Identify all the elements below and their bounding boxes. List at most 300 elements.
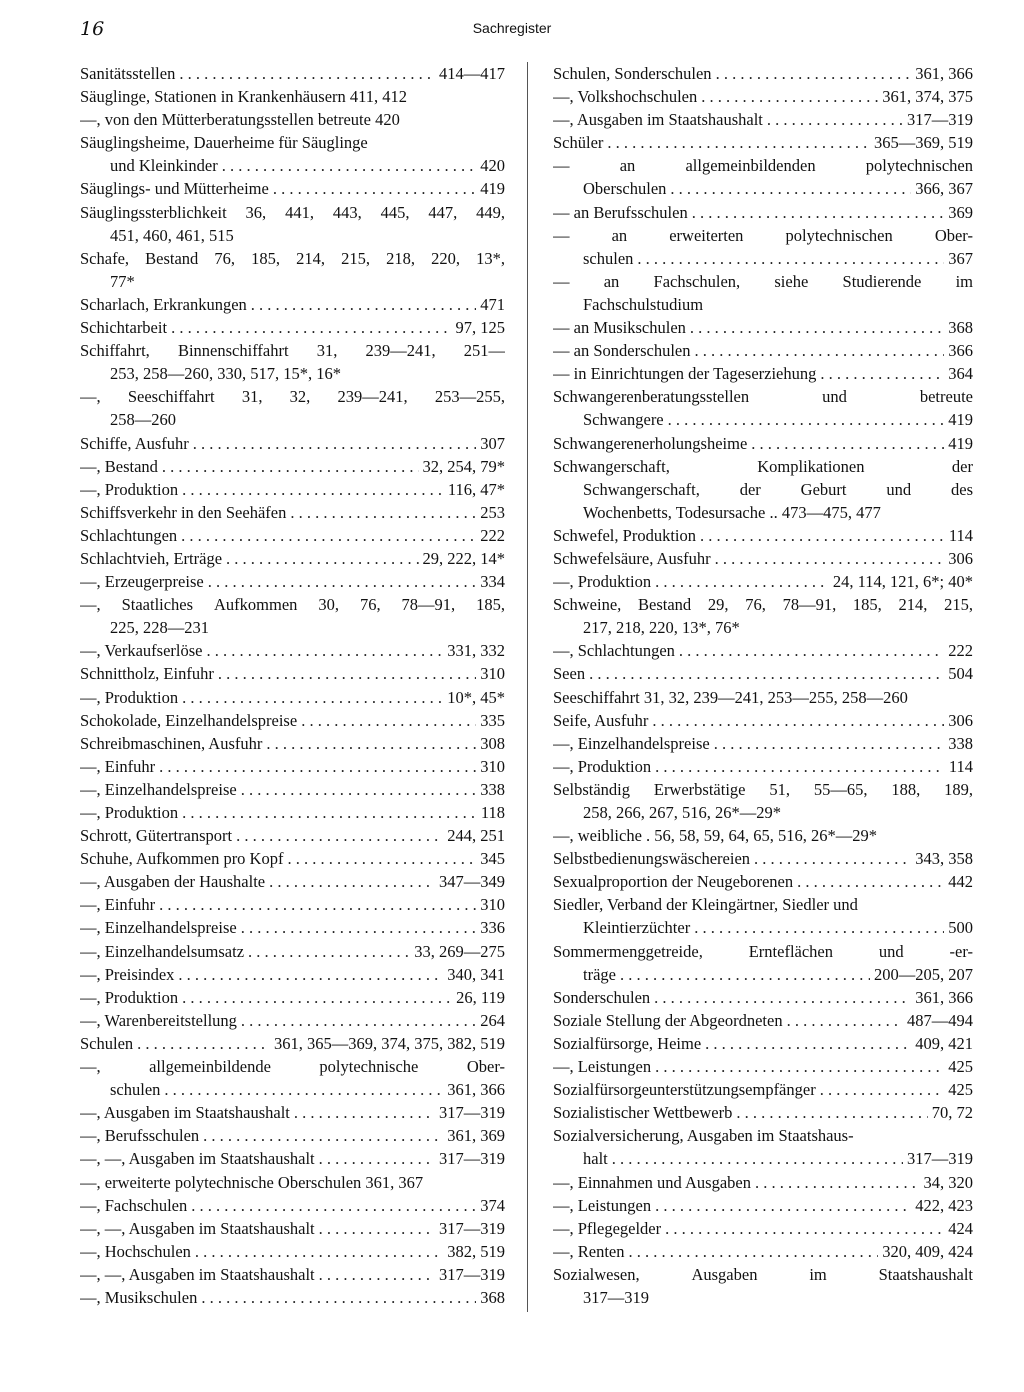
entry-pages: 244, 251: [447, 826, 505, 846]
dot-leader: [701, 85, 878, 108]
entry-term: Kleintierzüchter: [583, 918, 691, 938]
entry-term: —, Fachschulen: [80, 1195, 188, 1215]
index-entry: Siedler, Verband der Kleingärtner, Siedler und: [553, 895, 858, 915]
entry-pages: 374: [480, 1195, 505, 1215]
entry-word: 76,: [214, 248, 236, 268]
dot-leader: [820, 362, 944, 385]
index-entry: —, von den Mütterberatungsstellen betreute 420: [80, 110, 400, 130]
index-entry: [80, 1217, 505, 1240]
dot-leader: [637, 247, 944, 270]
entry-term: —, Produktion: [553, 572, 652, 592]
entry-pages: 364: [948, 364, 973, 384]
entry-word: —,: [80, 387, 101, 407]
dot-leader: [179, 62, 435, 85]
dot-leader: [251, 293, 476, 316]
index-entry: [553, 662, 973, 685]
index-entry: [80, 963, 505, 986]
entry-pages: 222: [948, 641, 973, 661]
index-entry: [553, 362, 973, 385]
dot-leader: [655, 1194, 911, 1217]
entry-term: Schreibmaschinen, Ausfuhr: [80, 733, 263, 753]
entry-word: 214,: [898, 595, 928, 615]
entry-pages: 368: [948, 318, 973, 338]
entry-pages: 365—369, 519: [874, 133, 973, 153]
dot-leader: [164, 1078, 443, 1101]
index-entry: [80, 524, 505, 547]
entry-word: 30,: [318, 595, 339, 615]
entry-term: —, Erzeugerpreise: [80, 572, 204, 592]
entry-word: —,: [80, 1057, 101, 1077]
entry-word: 31,: [316, 341, 338, 361]
entry-word: Sommermenggetreide,: [553, 941, 703, 961]
entry-term: Schlachtungen: [80, 525, 178, 545]
index-entry: [553, 963, 973, 986]
entry-word: Komplikationen: [757, 456, 865, 476]
dot-leader: [207, 639, 444, 662]
entry-word: siehe: [774, 271, 809, 291]
index-entry: [553, 1055, 973, 1078]
entry-word: Säuglingssterblichkeit: [80, 202, 227, 222]
entry-word: 36,: [245, 202, 267, 222]
dot-leader: [226, 547, 418, 570]
index-entry: [553, 1171, 973, 1194]
dot-leader: [767, 108, 903, 131]
entry-pages: 345: [480, 849, 505, 869]
entry-term: Seen: [553, 664, 586, 684]
dot-leader: [193, 432, 476, 455]
entry-word: 449,: [476, 202, 505, 222]
dot-leader: [178, 963, 443, 986]
entry-pages: 310: [480, 895, 505, 915]
index-entry: [80, 177, 505, 200]
index-entry: [80, 247, 505, 270]
entry-term: —, Bestand: [80, 456, 158, 476]
entry-term: Soziale Stellung der Abgeordneten: [553, 1010, 783, 1030]
entry-word: des: [951, 479, 973, 499]
index-entry: [80, 709, 505, 732]
index-entry: [80, 1124, 505, 1147]
index-entry: [80, 1009, 505, 1032]
entry-term: Schulen, Sonderschulen: [553, 64, 712, 83]
index-entry: [80, 778, 505, 801]
entry-term: —, Renten: [553, 1241, 625, 1261]
entry-word: polytechnischen: [785, 225, 893, 245]
entry-term: —, Leistungen: [553, 1195, 652, 1215]
dot-leader: [171, 316, 451, 339]
entry-word: 215,: [944, 595, 973, 615]
index-entry: Wochenbetts, Todesursache .. 473—475, 477: [583, 502, 881, 522]
entry-word: —: [553, 156, 570, 176]
entry-pages: 361, 366: [447, 1080, 505, 1100]
entry-term: Schüler: [553, 133, 604, 153]
entry-word: Ernteflächen: [748, 941, 833, 961]
entry-pages: 10*, 45*: [447, 687, 505, 707]
dot-leader: [679, 639, 944, 662]
index-entry: 317—319: [583, 1287, 649, 1307]
entry-term: —, Leistungen: [553, 1057, 652, 1077]
entry-pages: 361, 366: [915, 64, 973, 83]
index-entry: 258—260: [110, 410, 176, 430]
entry-word: —: [553, 271, 570, 291]
entry-word: betreute: [919, 387, 973, 407]
dot-leader: [797, 870, 944, 893]
dot-leader: [287, 847, 476, 870]
entry-word: 447,: [428, 202, 458, 222]
entry-pages: 368: [480, 1287, 505, 1307]
entry-pages: 317—319: [907, 1149, 973, 1169]
index-entry: [80, 1263, 505, 1286]
index-entry: 217, 218, 220, 13*, 76*: [583, 618, 740, 638]
entry-word: und: [886, 479, 912, 499]
entry-pages: 414—417: [439, 64, 505, 83]
dot-leader: [182, 686, 443, 709]
entry-pages: 338: [480, 779, 505, 799]
entry-pages: 334: [480, 572, 505, 592]
entry-word: 13*,: [476, 248, 505, 268]
index-entry: [553, 432, 973, 455]
index-entry: [80, 432, 505, 455]
dot-leader: [694, 916, 944, 939]
dot-leader: [694, 339, 944, 362]
entry-word: 185,: [251, 248, 281, 268]
dot-leader: [692, 201, 945, 224]
entry-word: der: [739, 479, 761, 499]
entry-word: an: [603, 271, 620, 291]
entry-term: —, Produktion: [80, 987, 179, 1007]
entry-pages: 264: [480, 1010, 505, 1030]
entry-word: -er-: [949, 941, 973, 961]
entry-word: Aufkommen: [214, 595, 298, 615]
index-entry: [553, 385, 973, 408]
index-entry: Fachschulstudium: [583, 294, 704, 314]
entry-term: Schiffe, Ausfuhr: [80, 433, 189, 453]
dot-leader: [290, 501, 476, 524]
entry-word: erweiterten: [669, 225, 744, 245]
index-entry: 253, 258—260, 330, 517, 15*, 16*: [110, 364, 341, 384]
entry-pages: 382, 519: [447, 1241, 505, 1261]
entry-word: Staatshaushalt: [878, 1264, 973, 1284]
entry-term: —, Warenbereitstellung: [80, 1010, 237, 1030]
entry-term: —, Preisindex: [80, 964, 175, 984]
entry-word: Erwerbstätige: [653, 779, 746, 799]
dot-leader: [222, 154, 477, 177]
entry-word: 32,: [289, 387, 311, 407]
entry-term: —, —, Ausgaben im Staatshaushalt: [80, 1149, 315, 1169]
entry-pages: 317—319: [907, 110, 973, 130]
dot-leader: [208, 570, 477, 593]
entry-word: Studierende: [842, 271, 922, 291]
index-entry: [80, 316, 505, 339]
entry-word: Schweine,: [553, 595, 622, 615]
index-entry: [553, 940, 973, 963]
entry-term: schulen: [110, 1080, 161, 1100]
entry-pages: 97, 125: [455, 318, 505, 338]
entry-pages: 369: [948, 202, 973, 222]
dot-leader: [269, 870, 435, 893]
entry-term: —, Ausgaben der Haushalte: [80, 872, 266, 892]
entry-word: —,: [80, 595, 101, 615]
index-entry: 225, 228—231: [110, 618, 209, 638]
index-entry: [553, 1263, 973, 1286]
dot-leader: [736, 1101, 927, 1124]
entry-word: 220,: [431, 248, 460, 268]
entry-pages: 70, 72: [931, 1103, 973, 1123]
index-entry: [80, 1194, 505, 1217]
index-entry: [553, 316, 973, 339]
entry-pages: 500: [948, 918, 973, 938]
entry-word: 78—91,: [401, 595, 456, 615]
index-entry: [553, 131, 973, 154]
index-entry: [80, 639, 505, 662]
entry-word: Staatliches: [121, 595, 194, 615]
index-entry: [80, 201, 505, 224]
entry-term: Schwefel, Produktion: [553, 525, 696, 545]
dot-leader: [266, 732, 476, 755]
entry-pages: 310: [480, 756, 505, 776]
entry-term: Schlachtvieh, Erträge: [80, 548, 223, 568]
entry-term: Sozialistischer Wettbewerb: [553, 1103, 733, 1123]
dot-leader: [241, 1009, 476, 1032]
dot-leader: [162, 455, 419, 478]
entry-word: Fachschulen,: [653, 271, 741, 291]
entry-word: 185,: [852, 595, 882, 615]
index-entry: [553, 1078, 973, 1101]
index-entry: [80, 1147, 505, 1170]
index-entry: [80, 570, 505, 593]
dot-leader: [820, 1078, 945, 1101]
entry-word: 441,: [285, 202, 314, 222]
entry-pages: 118: [480, 803, 505, 822]
index-entry: [553, 778, 973, 801]
entry-term: —, Einzelhandelsumsatz: [80, 941, 245, 961]
entry-pages: 361, 365—369, 374, 375, 382, 519: [274, 1033, 505, 1053]
entry-term: Schuhe, Aufkommen pro Kopf: [80, 849, 284, 869]
dot-leader: [620, 963, 870, 986]
entry-word: 188,: [891, 779, 921, 799]
index-entry: [80, 62, 505, 85]
entry-pages: 340, 341: [447, 964, 505, 984]
entry-pages: 308: [480, 733, 505, 753]
index-entry: [553, 1101, 973, 1124]
index-entry: [80, 478, 505, 501]
entry-term: —, Verkaufserlöse: [80, 641, 203, 661]
entry-pages: 347—349: [439, 872, 505, 892]
index-entry: [80, 732, 505, 755]
dot-leader: [241, 778, 477, 801]
entry-term: —, Ausgaben im Staatshaushalt: [80, 1103, 290, 1123]
dot-leader: [755, 1171, 920, 1194]
dot-leader: [137, 1032, 270, 1055]
index-entry: [80, 154, 505, 177]
dot-leader: [629, 1240, 879, 1263]
page-number: 16: [80, 18, 105, 40]
entry-term: —, Produktion: [80, 803, 179, 822]
index-entry: [553, 547, 973, 570]
index-entry: [80, 339, 505, 362]
index-entry: [553, 570, 973, 593]
entry-word: Sozialwesen,: [553, 1264, 640, 1284]
dot-leader: [159, 755, 476, 778]
entry-word: —: [553, 225, 570, 245]
entry-term: —, Einnahmen und Ausgaben: [553, 1172, 751, 1192]
dot-leader: [670, 177, 911, 200]
entry-pages: 335: [480, 710, 505, 730]
index-entry: Seeschiffahrt 31, 32, 239—241, 253—255, 258—260: [553, 687, 908, 707]
entry-word: 218,: [386, 248, 415, 268]
index-entry: [553, 639, 973, 662]
entry-pages: 424: [948, 1218, 973, 1238]
dot-leader: [248, 940, 410, 963]
dot-leader: [751, 432, 944, 455]
entry-term: träge: [583, 964, 616, 984]
dot-leader: [754, 847, 911, 870]
index-entry: [553, 247, 973, 270]
entry-word: 239—241,: [365, 341, 436, 361]
index-entry: [553, 1217, 973, 1240]
entry-term: Schnittholz, Einfuhr: [80, 664, 214, 684]
entry-pages: 26, 119: [456, 987, 505, 1007]
dot-leader: [182, 986, 452, 1009]
index-entry: [80, 547, 505, 570]
entry-term: —, Produktion: [553, 756, 652, 776]
entry-pages: 425: [948, 1057, 973, 1077]
entry-term: —, Hochschulen: [80, 1241, 191, 1261]
entry-word: an: [619, 156, 636, 176]
entry-term: Sexualproportion der Neugeborenen: [553, 872, 794, 892]
entry-pages: 114: [948, 525, 973, 545]
index-entry: [80, 986, 505, 1009]
entry-pages: 317—319: [439, 1264, 505, 1284]
entry-pages: 419: [948, 433, 973, 453]
dot-leader: [654, 986, 911, 1009]
entry-pages: 29, 222, 14*: [422, 548, 505, 568]
index-column-left: [80, 62, 505, 1309]
entry-pages: 419: [948, 410, 973, 430]
entry-pages: 361, 369: [447, 1126, 505, 1146]
entry-pages: 306: [948, 710, 973, 730]
dot-leader: [191, 1194, 476, 1217]
dot-leader: [787, 1009, 903, 1032]
index-entry: [80, 824, 505, 847]
dot-leader: [714, 732, 945, 755]
entry-pages: 425: [948, 1080, 973, 1100]
entry-pages: 317—319: [439, 1103, 505, 1123]
index-entry: [80, 501, 505, 524]
dot-leader: [705, 1032, 911, 1055]
entry-term: —, Ausgaben im Staatshaushalt: [553, 110, 763, 130]
entry-word: an: [611, 225, 628, 245]
entry-pages: 307: [480, 433, 505, 453]
entry-term: Selbstbedienungswäschereien: [553, 849, 751, 869]
dot-leader: [241, 916, 477, 939]
index-entry: [553, 709, 973, 732]
entry-pages: 422, 423: [915, 1195, 973, 1215]
index-entry: [80, 455, 505, 478]
entry-word: im: [955, 271, 973, 291]
entry-pages: 366: [948, 341, 973, 361]
dot-leader: [181, 524, 476, 547]
index-entry: [553, 1194, 973, 1217]
dot-leader: [655, 1055, 944, 1078]
entry-pages: 361, 366: [915, 987, 973, 1007]
dot-leader: [652, 709, 944, 732]
entry-word: Binnenschiffahrt: [177, 341, 289, 361]
index-entry: [80, 385, 505, 408]
entry-pages: 336: [480, 918, 505, 938]
index-entry: Säuglingsheime, Dauerheime für Säuglinge: [80, 133, 368, 153]
entry-pages: 366, 367: [915, 179, 973, 199]
index-entry: [80, 940, 505, 963]
index-entry: [553, 85, 973, 108]
index-entry: [553, 916, 973, 939]
running-head: Sachregister: [472, 20, 552, 36]
entry-term: —, —, Ausgaben im Staatshaushalt: [80, 1264, 315, 1284]
entry-term: —, Produktion: [80, 479, 179, 499]
entry-pages: 116, 47*: [447, 479, 505, 499]
index-entry: —, erweiterte polytechnische Oberschulen 361, 367: [80, 1172, 424, 1192]
entry-term: Sozialfürsorgeunterstützungsempfänger: [553, 1080, 816, 1100]
entry-pages: 222: [480, 525, 505, 545]
entry-word: Ober-: [934, 225, 973, 245]
dot-leader: [182, 801, 477, 824]
dot-leader: [294, 1101, 435, 1124]
index-entry: [80, 593, 505, 616]
entry-term: und Kleinkinder: [110, 156, 218, 176]
index-entry: [80, 1240, 505, 1263]
entry-word: Schafe,: [80, 248, 130, 268]
index-entry: [553, 1009, 973, 1032]
entry-word: 239—241,: [337, 387, 408, 407]
index-entry: [80, 916, 505, 939]
dot-leader: [690, 316, 944, 339]
entry-pages: 338: [948, 733, 973, 753]
entry-pages: 409, 421: [915, 1033, 973, 1053]
index-entry: [553, 270, 973, 293]
entry-word: 189,: [944, 779, 973, 799]
entry-term: —, Einzelhandelspreise: [553, 733, 710, 753]
index-entry: [80, 893, 505, 916]
index-entry: [553, 1032, 973, 1055]
entry-term: Säuglings- und Mütterheime: [80, 179, 269, 199]
index-entry: [553, 524, 973, 547]
index-entry: [553, 455, 973, 478]
entry-pages: 331, 332: [447, 641, 505, 661]
index-entry: [553, 593, 973, 616]
index-entry: Sozialversicherung, Ausgaben im Staatshaus-: [553, 1126, 854, 1146]
index-entry: 77*: [110, 271, 135, 291]
index-entry: [80, 1032, 505, 1055]
entry-term: —, Musikschulen: [80, 1287, 198, 1307]
entry-term: halt: [583, 1149, 608, 1169]
index-entry: 451, 460, 461, 515: [110, 225, 234, 245]
entry-term: Schiffsverkehr in den Seehäfen: [80, 502, 287, 522]
index-entry: [553, 408, 973, 431]
entry-term: — an Musikschulen: [553, 318, 686, 338]
dot-leader: [665, 1217, 944, 1240]
entry-word: Geburt: [800, 479, 847, 499]
index-entry: [553, 154, 973, 177]
entry-pages: 200—205, 207: [874, 964, 973, 984]
entry-term: Oberschulen: [583, 179, 667, 199]
index-entry: [80, 662, 505, 685]
entry-term: Schokolade, Einzelhandelspreise: [80, 710, 298, 730]
entry-term: —, Volkshochschulen: [553, 87, 698, 107]
entry-term: — an Berufsschulen: [553, 202, 688, 222]
dot-leader: [715, 547, 945, 570]
entry-word: 51,: [769, 779, 790, 799]
entry-word: Selbständig: [553, 779, 630, 799]
dot-leader: [700, 524, 945, 547]
